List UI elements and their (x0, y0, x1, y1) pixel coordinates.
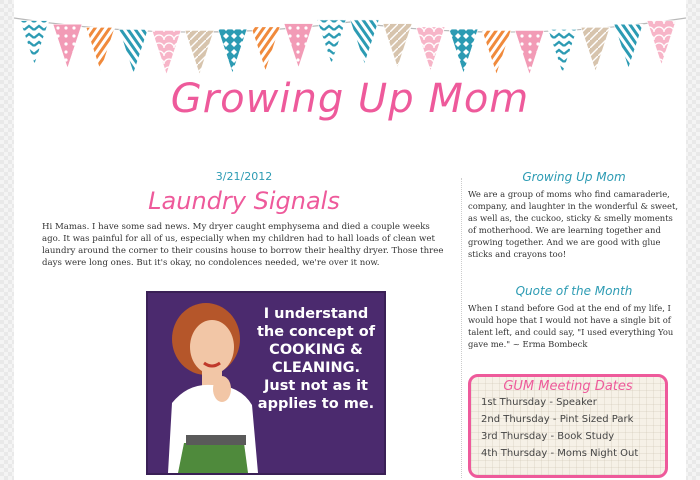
bunting-flag (317, 20, 346, 64)
bunting-flag (383, 24, 412, 68)
about-widget-title: Growing Up Mom (522, 170, 626, 184)
bunting-flag (548, 29, 577, 73)
bunting-flag (53, 24, 82, 68)
bunting-flag (185, 30, 214, 74)
about-widget-text: We are a group of moms who find camaraderie, company, and laughter in the wonderful & sweet, as well as, the cuckoo, sticky & smelly moments of motherhood. We are learning together and growing together. And we are good with glue sticks and crayons too! (468, 189, 678, 259)
bunting-flag (284, 24, 313, 68)
post-body: Hi Mamas. I have some sad news. My dryer caught emphysema and died a couple weeks ago. It was painful for all of us, especially when my children had to hall loads of clean wet laundry around the corner to their cousins house to borrow their healthy dryer. Those three days were long ones. But it's okay, no condolences needed, we're over it now. (42, 222, 444, 268)
meeting-item: 3rd Thursday - Book Study (481, 431, 615, 442)
bunting-flag (482, 30, 511, 74)
image-caption: I understand the concept of COOKING & CLEANING. Just not as it applies to me. (256, 306, 376, 412)
bunting-flag (581, 27, 610, 71)
bunting-flag (218, 29, 247, 73)
sidebar-divider (461, 178, 462, 478)
meeting-item: 2nd Thursday - Pint Sized Park (481, 414, 634, 425)
bunting-flag (350, 20, 379, 64)
blog-title[interactable]: Growing Up Mom (170, 76, 530, 122)
bunting-flag (416, 27, 445, 71)
meeting-item: 1st Thursday - Speaker (481, 397, 597, 408)
bunting-flag (152, 30, 181, 74)
sidebar (468, 170, 680, 350)
bunting-flag (515, 30, 544, 74)
post-date: 3/21/2012 (215, 170, 273, 183)
meeting-item: 4th Thursday - Moms Night Out (481, 448, 639, 459)
post-title[interactable]: Laundry Signals (148, 187, 340, 215)
meeting-dates-widget (468, 374, 668, 478)
quote-widget-title: Quote of the Month (515, 284, 633, 298)
bunting-flag (20, 21, 49, 65)
bunting-flag (647, 21, 676, 65)
post-image[interactable] (146, 291, 386, 475)
page (14, 0, 686, 480)
bunting-flag (86, 27, 115, 71)
quote-widget-text: When I stand before God at the end of my life, I would hope that I would not have a single bit of talent left, and could say, "I used everything You gave me." ~ Erma Bombeck (468, 303, 674, 349)
bunting-flag (449, 29, 478, 73)
bunting-flag (251, 27, 280, 71)
bunting-flag (119, 29, 148, 73)
post (42, 170, 446, 412)
bunting-banner (14, 0, 686, 80)
bunting-flag (614, 24, 643, 68)
meetings-title: GUM Meeting Dates (503, 379, 633, 394)
